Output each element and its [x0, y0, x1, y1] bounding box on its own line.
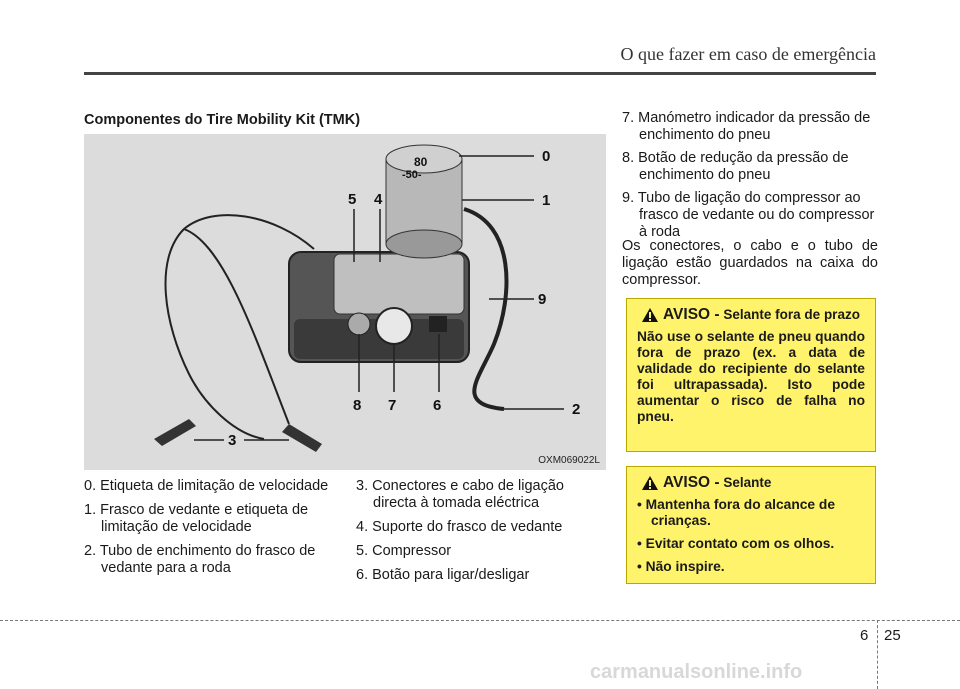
- warning-list: [637, 497, 865, 575]
- legend-left: [84, 478, 334, 584]
- filling-hose: [464, 209, 506, 409]
- legend-item: 1. Frasco de vedante e etiqueta de limitação de velocidade: [84, 502, 309, 535]
- tmk-illustration: [84, 134, 606, 470]
- power-switch-icon: [429, 316, 447, 332]
- callout-0: 0: [542, 148, 551, 165]
- legend-right: [622, 110, 880, 247]
- footer-vertical-divider: [877, 620, 878, 689]
- page-header-title: O que fazer em caso de emergência: [620, 44, 876, 64]
- legend-item: 4. Suporte do frasco de vedante: [356, 519, 563, 535]
- callout-2: 2: [572, 401, 581, 418]
- callout-6: 6: [433, 397, 442, 414]
- pressure-release-button: [348, 313, 370, 335]
- warning-subtitle: Selante fora de prazo: [723, 307, 860, 322]
- callout-8: 8: [353, 397, 362, 414]
- legend-item: 6. Botão para ligar/desligar: [356, 567, 530, 583]
- clamp-left-icon: [154, 419, 196, 446]
- callout-5: 5: [348, 191, 357, 208]
- legend-item: 3. Conectores e cabo de ligação directa à tomada eléctrica: [356, 478, 564, 511]
- figure-code: OXM069022L: [538, 455, 600, 466]
- callout-7: 7: [388, 397, 397, 414]
- pressure-gauge-icon: [376, 308, 412, 344]
- warning-item: • Mantenha fora do alcance de crianças.: [637, 497, 836, 528]
- compressor-label-panel: [334, 254, 464, 314]
- warning-triangle-icon: [641, 475, 659, 491]
- warning-box-expired-sealant: [626, 298, 876, 452]
- speed-label-50: -50-: [402, 169, 422, 181]
- warning-triangle-icon: [641, 307, 659, 323]
- legend-item: 0. Etiqueta de limitação de velocidade: [84, 478, 329, 494]
- warning-body: Não use o selante de pneu quando fora de prazo (ex. a data de validade do recipiente do selante foi ultrapassada). Isto pode aumentar o risco de falha no pneu.: [637, 329, 865, 424]
- callout-1: 1: [542, 192, 551, 209]
- callout-4: 4: [374, 191, 383, 208]
- warning-title: AVISO -: [663, 474, 720, 491]
- warning-subtitle: Selante: [723, 475, 772, 490]
- warning-box-sealant: [626, 466, 876, 584]
- legend-item: 9. Tubo de ligação do compressor ao frasco de vedante ou do compressor à roda: [622, 190, 875, 240]
- callout-9: 9: [538, 291, 547, 308]
- chapter-number: 6: [860, 627, 869, 644]
- speed-label-80: 80: [414, 155, 428, 169]
- storage-paragraph: Os conectores, o cabo e o tubo de ligação estão guardados na caixa do compressor.: [622, 238, 878, 288]
- clamp-right-icon: [282, 424, 322, 452]
- watermark: carmanualsonline.info: [590, 661, 803, 683]
- header-divider: [84, 72, 876, 75]
- legend-item: 2. Tubo de enchimento do frasco de vedante para a roda: [84, 543, 316, 576]
- tmk-drawing: [84, 134, 606, 470]
- warning-title: AVISO -: [663, 306, 720, 323]
- warning-item: • Não inspire.: [637, 559, 725, 574]
- page-number: 25: [884, 627, 901, 644]
- footer-divider: [0, 620, 960, 621]
- legend-item: 7. Manómetro indicador da pressão de enchimento do pneu: [622, 110, 871, 143]
- legend-item: 8. Botão de redução da pressão de enchimento do pneu: [622, 150, 849, 183]
- legend-item: 5. Compressor: [356, 543, 452, 559]
- callout-3: 3: [228, 432, 237, 449]
- section-title: Componentes do Tire Mobility Kit (TMK): [84, 112, 361, 128]
- warning-item: • Evitar contato com os olhos.: [637, 536, 835, 551]
- legend-mid: [356, 478, 606, 591]
